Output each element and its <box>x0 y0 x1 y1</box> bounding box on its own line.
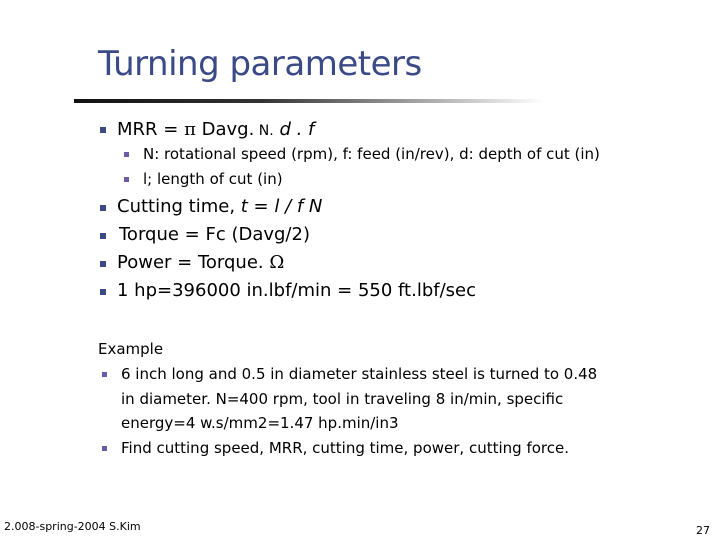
slide-title: Turning parameters <box>98 44 422 84</box>
bullet-marker <box>100 289 106 295</box>
page-number: 27 <box>696 524 710 537</box>
bullet-cutting-time <box>117 198 322 216</box>
omega-symbol: Ω <box>269 252 285 273</box>
title-underline <box>74 99 544 103</box>
sub-bullet-marker <box>102 446 107 451</box>
example-item-2: Find cutting speed, MRR, cutting time, power, cutting force. <box>121 439 569 457</box>
cutting-time-formula: t = l / f N <box>240 196 323 217</box>
footer-course-label: 2.008-spring-2004 S.Kim <box>4 520 141 533</box>
mrr-davg: Davg. <box>195 119 255 140</box>
sub-bullet-marker <box>102 372 107 377</box>
power-prefix: Power = Torque. <box>117 252 270 273</box>
bullet-mrr <box>117 121 314 139</box>
example-item-1-line-3: energy=4 w.s/mm2=1.47 hp.min/in3 <box>121 414 399 432</box>
sub-bullet-length: l; length of cut (in) <box>143 170 283 188</box>
mrr-n: N. <box>254 123 274 139</box>
pi-symbol: π <box>184 119 196 140</box>
mrr-df: d . f <box>273 119 315 140</box>
cutting-time-prefix: Cutting time, <box>117 196 241 217</box>
bullet-horsepower: 1 hp=396000 in.lbf/min = 550 ft.lbf/sec <box>117 280 477 301</box>
bullet-marker <box>100 205 106 211</box>
bullet-marker <box>100 261 106 267</box>
sub-bullet-marker <box>124 152 129 157</box>
bullet-power <box>117 254 284 272</box>
bullet-marker <box>100 233 106 239</box>
bullet-torque: Torque = Fc (Davg/2) <box>119 224 310 245</box>
example-item-1-line-1: 6 inch long and 0.5 in diameter stainless steel is turned to 0.48 <box>121 365 598 383</box>
example-item-1-line-2: in diameter. N=400 rpm, tool in traveling 8 in/min, specific <box>121 390 564 408</box>
bullet-marker <box>100 127 106 133</box>
sub-bullet-marker <box>124 177 129 182</box>
sub-bullet-definitions: N: rotational speed (rpm), f: feed (in/rev), d: depth of cut (in) <box>143 145 600 163</box>
mrr-prefix: MRR = <box>117 119 185 140</box>
example-heading: Example <box>98 340 164 358</box>
